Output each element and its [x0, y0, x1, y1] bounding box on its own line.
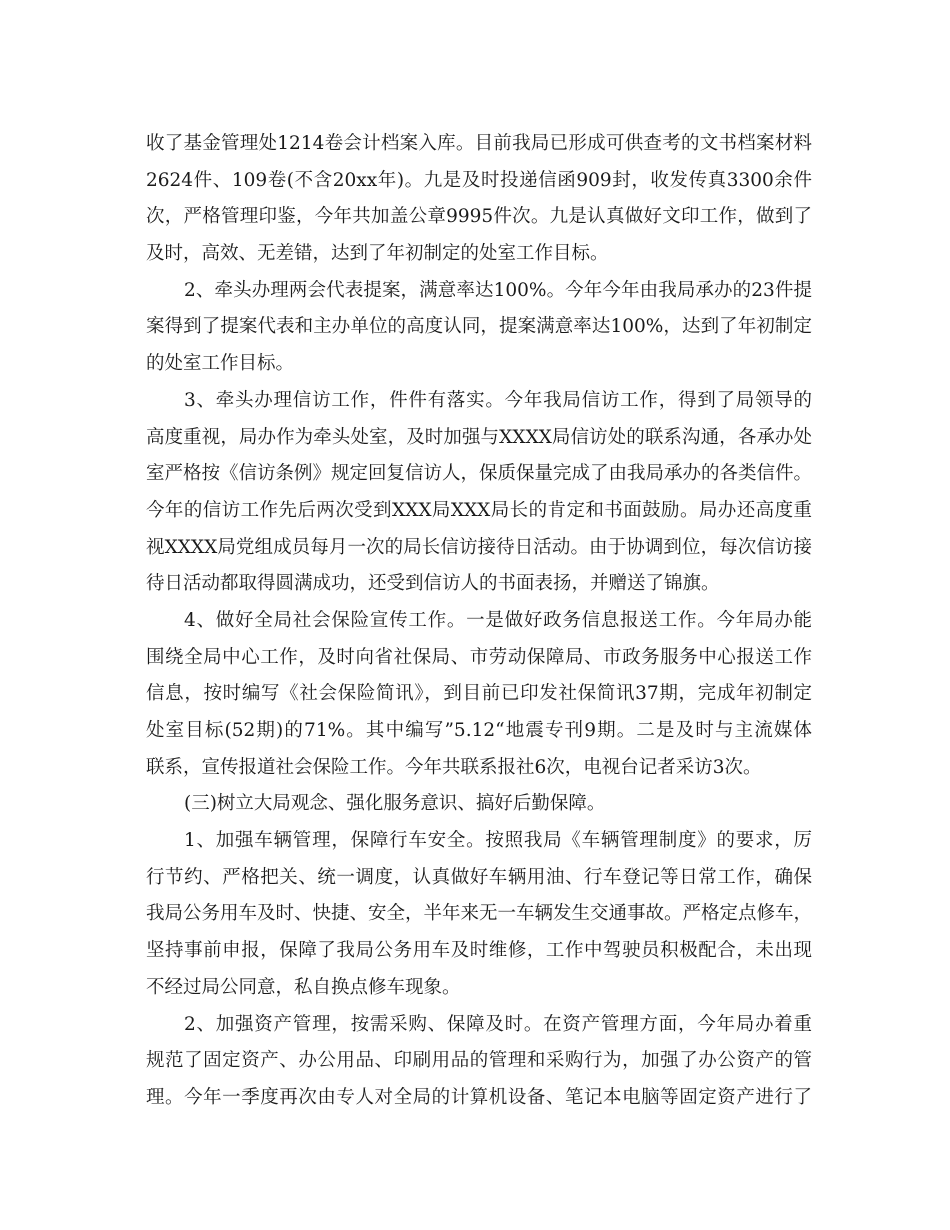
paragraph-first-line: 4、做好全局社会保险宣传工作。一是做好政务信息报送工作。今年局办能 [184, 609, 812, 631]
text-line: 室严格按《信访条例》规定回复信访人，保质保量完成了由我局承办的各类信件。 [146, 463, 813, 485]
text-line: 视XXXX局党组成员每月一次的局长信访接待日活动。由于协调到位，每次信访接 [146, 536, 812, 558]
text-line: 联系，宣传报道社会保险工作。今年共联系报社6次，电视台记者采访3次。 [146, 756, 762, 778]
text-line: 理。今年一季度再次由专人对全局的计算机设备、笔记本电脑等固定资产进行了 [146, 1086, 812, 1108]
text-line: 案得到了提案代表和主办单位的高度认同，提案满意率达100%，达到了年初制定 [146, 316, 812, 338]
document-body [146, 126, 812, 1117]
paragraph-first-line: 2、加强资产管理，按需采购、保障及时。在资产管理方面，今年局办着重 [184, 1013, 812, 1035]
text-line: 及时，高效、无差错，达到了年初制定的处室工作目标。 [146, 243, 609, 265]
text-line: 我局公务用车及时、快捷、安全，半年来无一车辆发生交通事故。严格定点修车， [146, 903, 813, 925]
text-line: 2624件、109卷(不含20xx年)。九是及时投递信函909封，收发传真3300余件 [146, 169, 812, 191]
text-line: 信息，按时编写《社会保险简讯》，到目前已印发社保简讯37期，完成年初制定 [146, 683, 812, 705]
text-line: 收了基金管理处1214卷会计档案入库。目前我局已形成可供查考的文书档案材料 [146, 133, 812, 154]
text-line: 坚持事前申报，保障了我局公务用车及时维修，工作中驾驶员积极配合，未出现 [146, 940, 812, 962]
paragraph-first-line: 3、牵头办理信访工作，件件有落实。今年我局信访工作，得到了局领导的 [184, 389, 812, 411]
text-line: 次，严格管理印鉴，今年共加盖公章9995件次。九是认真做好文印工作，做到了 [146, 206, 812, 228]
paragraph-first-line: 2、牵头办理两会代表提案，满意率达100%。今年今年由我局承办的23件提 [184, 279, 812, 301]
text-line: 今年的信访工作先后两次受到XXX局XXX局长的肯定和书面鼓励。局办还高度重 [146, 499, 812, 521]
section-heading: (三)树立大局观念、强化服务意识、搞好后勤保障。 [184, 793, 606, 815]
text-line: 处室目标(52期)的71%。其中编写”5.12“地震专刊9期。二是及时与主流媒体 [146, 720, 812, 741]
text-line: 围绕全局中心工作，及时向省社保局、市劳动保障局、市政务服务中心报送工作 [146, 646, 812, 668]
text-line: 不经过局公同意，私自换点修车现象。 [146, 976, 461, 998]
text-line: 行节约、严格把关、统一调度，认真做好车辆用油、行车登记等日常工作，确保 [146, 866, 812, 888]
text-line: 的处室工作目标。 [146, 353, 295, 375]
text-line: 待日活动都取得圆满成功，还受到信访人的书面表扬，并赠送了锦旗。 [146, 573, 720, 595]
text-line: 规范了固定资产、办公用品、印刷用品的管理和采购行为，加强了办公资产的管 [146, 1050, 812, 1072]
paragraph-first-line: 1、加强车辆管理，保障行车安全。按照我局《车辆管理制度》的要求，厉 [184, 830, 812, 852]
text-line: 高度重视，局办作为牵头处室，及时加强与XXXX局信访处的联系沟通，各承办处 [146, 426, 812, 448]
